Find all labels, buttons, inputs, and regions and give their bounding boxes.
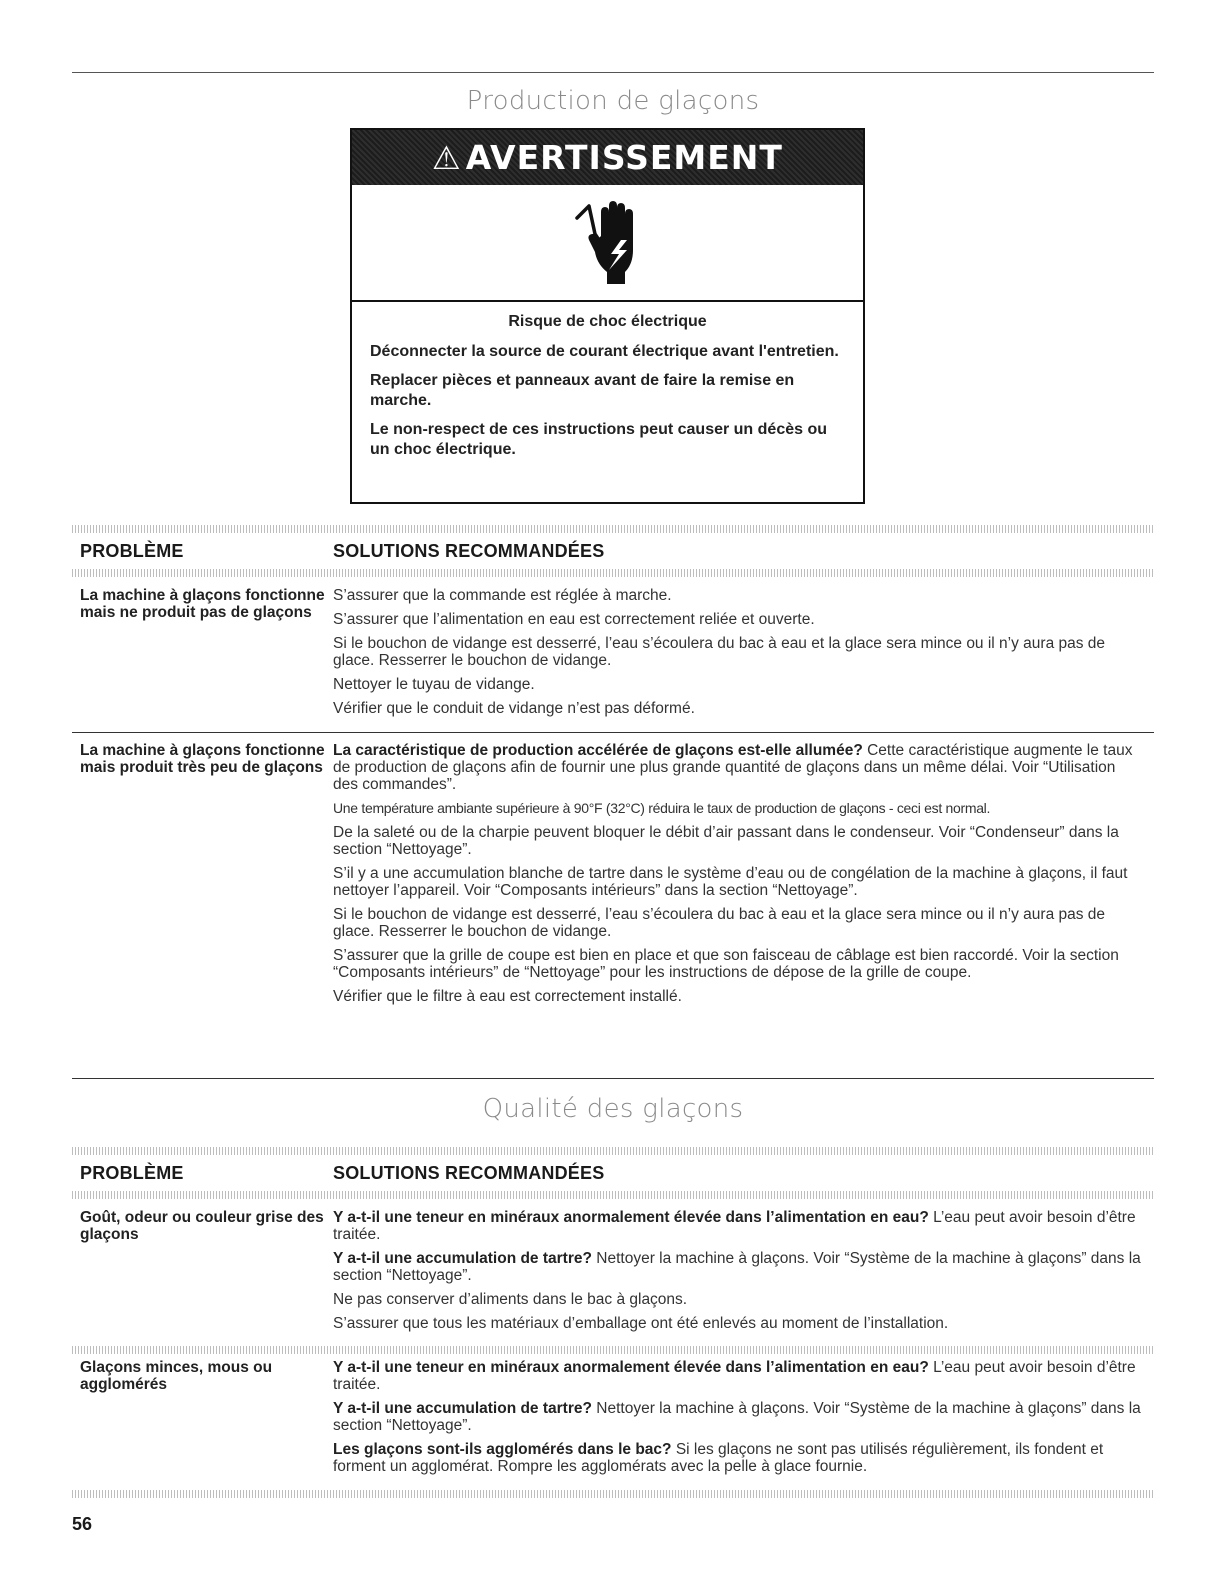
problem-cell: La machine à glaçons fonctionne mais produit très peu de glaçons	[80, 742, 325, 776]
hatch-rule	[72, 1346, 1154, 1354]
solution-text: Une température ambiante supérieure à 90°F (32°C) réduira le taux de production de glaçons - ceci est normal.	[333, 800, 991, 816]
problem-cell: Glaçons minces, mous ou agglomérés	[80, 1359, 273, 1393]
warning-line-2: Replacer pièces et panneaux avant de faire la remise en marche.	[370, 372, 795, 409]
solution-text: S’assurer que tous les matériaux d’emballage ont été enlevés au moment de l’installation.	[333, 1315, 949, 1332]
production-table-header	[72, 525, 1154, 577]
solution-text: Si le bouchon de vidange est desserré, l’eau s’écoulera du bac à eau et la glace sera mince ou il n’y aura pas de glace. Resserrer le bouchon de vidange.	[333, 906, 1106, 940]
solution-question: La caractéristique de production accélérée de glaçons est-elle allumée?	[333, 742, 863, 759]
solution-text: S’assurer que la commande est réglée à marche.	[333, 587, 672, 604]
hatch-rule	[72, 1147, 1154, 1155]
solution-question: Y a-t-il une accumulation de tartre?	[333, 1250, 592, 1267]
solution-text	[333, 1209, 1144, 1243]
solution-text	[333, 1400, 1144, 1434]
table-row	[72, 587, 1154, 724]
solution-cell	[333, 742, 1154, 1012]
solution-cell	[333, 1359, 1154, 1482]
solution-answer: Si les glaçons ne sont pas utilisés régulièrement, ils fondent et forment un agglomérat. Rompre les agglomérats avec la pelle à glace fournie.	[333, 1441, 1104, 1475]
warning-risk: Risque de choc électrique	[508, 313, 707, 330]
solution-text: Nettoyer le tuyau de vidange.	[333, 676, 535, 693]
hatch-rule	[72, 1191, 1154, 1199]
table-row	[72, 742, 1154, 1012]
electric-shock-hand-icon	[573, 198, 643, 288]
solution-text: Vérifier que le conduit de vidange n’est pas déformé.	[333, 700, 695, 717]
warning-line-1: Déconnecter la source de courant électrique avant l'entretien.	[370, 343, 839, 360]
row-divider	[72, 732, 1154, 733]
solution-text: S’il y a une accumulation blanche de tartre dans le système d’eau ou de congélation de la machine à glaçons, il faut nettoyer l’appareil. Voir “Composants intérieurs” dans la section “Nettoyage”.	[333, 865, 1128, 899]
solution-answer: Cette caractéristique augmente le taux de production de glaçons afin de fournir une plus grande quantité de glaçons dans un même délai. Voir “Utilisation des commandes”.	[333, 742, 1133, 793]
warning-pictogram-area	[352, 185, 863, 302]
solution-question: Les glaçons sont-ils agglomérés dans le bac?	[333, 1441, 672, 1458]
solution-question: Y a-t-il une accumulation de tartre?	[333, 1400, 592, 1417]
page-number: 56	[72, 1514, 93, 1534]
solution-question: Y a-t-il une teneur en minéraux anormalement élevée dans l’alimentation en eau?	[333, 1209, 929, 1226]
solution-answer: Nettoyer la machine à glaçons. Voir “Système de la machine à glaçons” dans la section “Nettoyage”.	[333, 1250, 1141, 1284]
problem-cell: Goût, odeur ou couleur grise des glaçons	[80, 1209, 324, 1243]
solution-cell	[333, 587, 1154, 724]
table-row	[72, 1359, 1154, 1482]
section-divider	[72, 1078, 1154, 1079]
solution-text	[333, 742, 1144, 793]
production-section-title: Production de glaçons	[466, 86, 760, 116]
solution-text: S’assurer que l’alimentation en eau est correctement reliée et ouverte.	[333, 611, 815, 628]
warning-line-3: Le non-respect de ces instructions peut causer un décès ou un choc électrique.	[370, 421, 828, 458]
warning-header-label: AVERTISSEMENT	[465, 138, 783, 177]
hatch-rule	[72, 525, 1154, 533]
top-rule	[72, 72, 1154, 73]
solution-question: Y a-t-il une teneur en minéraux anormalement élevée dans l’alimentation en eau?	[333, 1359, 929, 1376]
solutions-column-header: SOLUTIONS RECOMMANDÉES	[333, 1162, 605, 1183]
solution-text	[333, 1441, 1144, 1475]
warning-box	[350, 128, 865, 504]
solutions-column-header: SOLUTIONS RECOMMANDÉES	[333, 540, 605, 561]
solution-cell	[333, 1209, 1154, 1339]
warning-triangle-icon: ⚠	[432, 138, 462, 177]
solution-text: S’assurer que la grille de coupe est bien en place et que son faisceau de câblage est bien raccordé. Voir la section “Composants intérieurs” de “Nettoyage” pour les instructions de dépose de la grille de coupe.	[333, 947, 1119, 981]
warning-text	[352, 302, 863, 460]
solution-text: Ne pas conserver d’aliments dans le bac à glaçons.	[333, 1291, 688, 1308]
solution-answer: L’eau peut avoir besoin d’être traitée.	[333, 1209, 1136, 1243]
hatch-rule	[72, 1490, 1154, 1498]
solution-answer: Nettoyer la machine à glaçons. Voir “Système de la machine à glaçons” dans la section “Nettoyage”.	[333, 1400, 1141, 1434]
solution-text: Si le bouchon de vidange est desserré, l’eau s’écoulera du bac à eau et la glace sera mince ou il n’y aura pas de glace. Resserrer le bouchon de vidange.	[333, 635, 1106, 669]
warning-header	[352, 130, 863, 185]
solution-text: De la saleté ou de la charpie peuvent bloquer le débit d’air passant dans le condenseur. Voir “Condenseur” dans la section “Nettoyage”.	[333, 824, 1119, 858]
manual-page	[72, 0, 1154, 1585]
problem-column-header: PROBLÈME	[80, 1162, 184, 1183]
solution-text	[333, 1250, 1144, 1284]
problem-column-header: PROBLÈME	[80, 540, 184, 561]
hatch-rule	[72, 569, 1154, 577]
solution-text: Vérifier que le filtre à eau est correctement installé.	[333, 988, 682, 1005]
table-row	[72, 1209, 1154, 1339]
problem-cell: La machine à glaçons fonctionne mais ne produit pas de glaçons	[80, 587, 325, 621]
solution-text	[333, 1359, 1144, 1393]
quality-section-title: Qualité des glaçons	[482, 1094, 744, 1124]
quality-table-header	[72, 1147, 1154, 1199]
solution-answer: L’eau peut avoir besoin d’être traitée.	[333, 1359, 1136, 1393]
